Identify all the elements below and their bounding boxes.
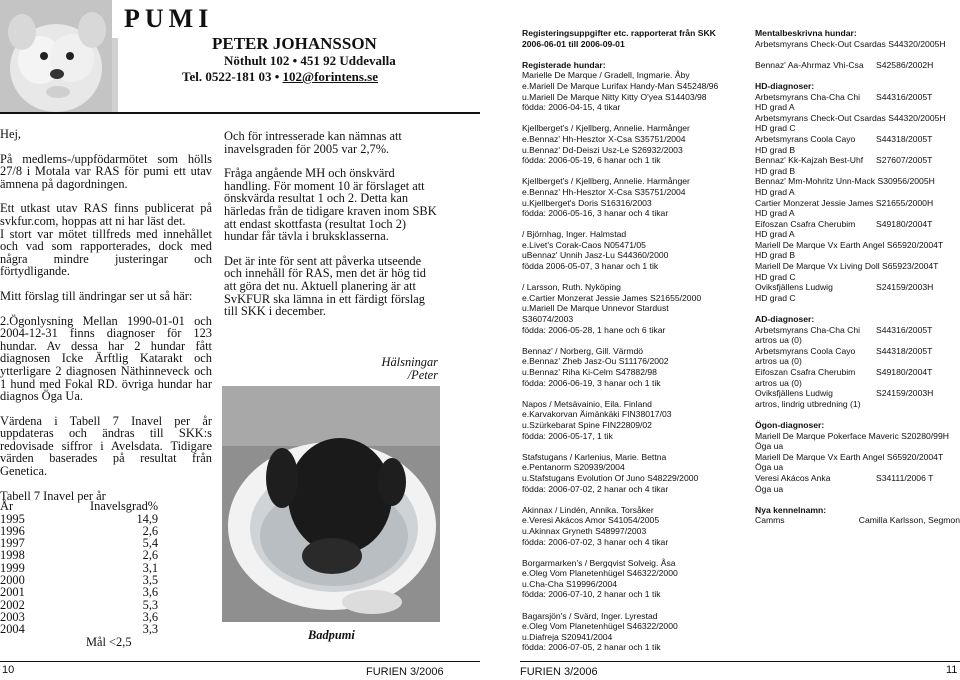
entry-row (755, 325, 960, 336)
entry-line: e.Livet's Corak-Caos N05471/05 (522, 239, 646, 250)
entry-line: HD grad A (755, 229, 795, 240)
table-cell-year: 1995 (0, 511, 25, 526)
entry-line: u.Diafreja S20941/2004 (522, 631, 613, 642)
signoff-name: /Peter (407, 368, 438, 382)
entry-line: e.Mariell De Marque Lurifax Handy-Man S45248/96 (522, 80, 719, 91)
paragraph-table-update: Värdena i Tabell 7 Inavel per år uppdateras och ändras till SKK:s redovisade siffror i Avelsdata. Tidigare värden baserades på resultat från Genetica. (0, 413, 212, 479)
entry-row (755, 473, 960, 484)
entry-line: HD grad A (755, 186, 795, 197)
entry-row (755, 92, 960, 103)
entry-line: Arbetsmyrans Check-Out Csardas S44320/2005H (755, 112, 946, 123)
footer-publication-left: FURIEN 3/2006 (366, 666, 444, 678)
entry-row (755, 388, 960, 399)
table-cell-year: 2004 (0, 622, 25, 637)
entry-line: Kjellberget's / Kjellberg, Annelie. Harmånger (522, 123, 690, 134)
entry-line: u.Szürkebarat Spine FIN22809/02 (522, 419, 652, 430)
entry-line: HD grad A (755, 102, 795, 113)
entry-line: Mariell De Marque Vx Earth Angel S65920/2004T (755, 239, 944, 250)
table-row (0, 586, 158, 598)
entry-row (755, 367, 960, 378)
entry-line: u.Stafstugans Evolution Of Juno S48229/2000 (522, 472, 699, 483)
entry-line: födda: 2006-05-17, 1 tik (522, 430, 613, 441)
page-number-right: 11 (946, 664, 958, 676)
spacer (755, 49, 960, 60)
page-number-left: 10 (2, 664, 15, 676)
entry-dog-name: Arbetsmyrans Coola Cayo (755, 345, 856, 356)
table-cell-value: 2,6 (142, 548, 159, 563)
paragraph-eye-testing: 2.Ögonlysning Mellan 1990-01-01 och 2004-12-31 finns diagnoser för 123 hundar. Av dessa har 2 hundar fått diagnosen Icke Ärftlig Katarakt och ytterligare 2 diagnosen Näthinneveck och 1 hund med Fokal RD. övriga hundar har diagnos Öga Ua. (0, 313, 212, 404)
table-row (0, 549, 158, 561)
entry-line: Mariell De Marque Vx Living Doll S65923/2004T (755, 261, 939, 272)
greeting-text: Hej, (0, 127, 21, 141)
table-cell-value: 3,3 (142, 622, 159, 637)
entry-line: e.Bennaz' Zheb Jasz-Ou S11176/2002 (522, 356, 669, 367)
dog-in-bathtub-photo (222, 386, 440, 622)
entry-line: e.Veresi Akácos Amor S41054/2005 (522, 515, 660, 526)
paragraph-proposal: Mitt förslag till ändringar ser ut så här: (0, 288, 193, 303)
section-heading: Registeringsuppgifter etc. rapporterat från SKK (522, 28, 716, 38)
entry-line: u.Bennaz' Dd-Deiszi Usz-Le S26932/2003 (522, 144, 683, 155)
entry-reg-number: S44316/2005T (876, 324, 933, 335)
entry-dog-name: Eifoszan Csafra Cherubim (755, 367, 856, 377)
entry-line: artros ua (0) (755, 335, 802, 346)
entry-line: u.Mariell De Marque Nitty Kitty O'yea S14403/98 (522, 91, 707, 102)
entry-dog-name: Bennaz' Kk-Kajzah Best-Uhf (755, 155, 864, 166)
table-cell-year: 2001 (0, 585, 25, 600)
table-cell-year: 2002 (0, 597, 25, 612)
entry-line: Napos / Metsävainio, Eila. Finland (522, 398, 652, 409)
paragraph-meeting: På medlems-/uppfödarmötet som hölls 27/8 i Motala var RAS för pumi ett utav ämnena på dagordningen. (0, 151, 212, 191)
entry-row (755, 219, 960, 230)
entry-dog-name: Bennaz' Aa-Ahrmaz Vhi-Csa (755, 59, 864, 70)
table-cell-value: 14,9 (136, 511, 159, 526)
entry-line: e.Bennaz' Hh-Hesztor X-Csa S35751/2004 (522, 186, 686, 197)
section-heading: AD-diagnoser: (755, 314, 815, 325)
table-cell-value: 2,6 (142, 523, 159, 538)
spacer (755, 303, 960, 314)
spacer (755, 494, 960, 505)
entry-line: e.Oleg Vom Planetenhügel S46322/2000 (522, 621, 678, 632)
entry-line: / Björnhag, Inger. Halmstad (522, 229, 627, 240)
table-cell-year: 1997 (0, 536, 25, 551)
entry-reg-number: S44318/2005T (876, 133, 933, 144)
spacer (755, 70, 960, 81)
phone-text: Tel. 0522-181 03 • (182, 69, 283, 84)
entry-line: e.Oleg Vom Planetenhügel S46322/2000 (522, 568, 678, 579)
header-divider (0, 112, 480, 114)
section-heading: Registerade hundar: (522, 59, 606, 70)
entry-line: HD grad C (755, 123, 796, 134)
paragraph-inbreeding-2005: Och för intresserade kan nämnas att inavelsgraden för 2005 var 2,7%. (224, 129, 402, 156)
table-cell-year: 1998 (0, 548, 25, 563)
table-header-year: År (0, 499, 14, 514)
entry-reg-number: S44316/2005T (876, 91, 933, 102)
entry-row (755, 515, 960, 526)
entry-line: e.Bennaz' Hh-Hesztor X-Csa S35751/2004 (522, 133, 686, 144)
entry-line: Mariell De Marque Pokerface Maveric S20280/99H (755, 430, 949, 441)
entry-line: Öga ua (755, 441, 784, 452)
entry-dog-name: Arbetsmyrans Cha-Cha Chi (755, 324, 861, 335)
address-line: Nöthult 102 • 451 92 Uddevalla (224, 53, 396, 68)
entry-reg-number: S44318/2005T (876, 345, 933, 356)
entry-line: artros ua (0) (755, 356, 802, 367)
entry-row (755, 346, 960, 357)
entry-row (755, 134, 960, 145)
entry-line: u.Kjellberget's Doris S16316/2003 (522, 197, 652, 208)
spacer (522, 166, 750, 177)
entry-line: Öga ua (755, 462, 784, 473)
entry-line: födda: 2006-04-15, 4 tikar (522, 102, 621, 113)
entry-line: Bagarsjön's / Svärd, Inger. Lyrestad (522, 610, 658, 621)
table-cell-value: 5,4 (142, 536, 159, 551)
table-cell-year: 1996 (0, 523, 25, 538)
entry-line: e.Pentanorm S20939/2004 (522, 462, 625, 473)
entry-line: u.Akinnax Gryneth S48997/2003 (522, 525, 647, 536)
entry-line: Borgarmarken's / Bergqvist Solveig. Åsa (522, 557, 676, 568)
section-heading: Nya kennelnamn: (755, 504, 827, 515)
entry-line: födda 2006-05-07, 3 hanar och 1 tik (522, 261, 659, 272)
paragraph-draft: Ett utkast utav RAS finns publicerat på svkfur.com, hoppas att ni har läst det. (0, 201, 212, 228)
entry-line: u.Bennaz' Riha Ki-Celm S47882/98 (522, 367, 657, 377)
middle-article-column (224, 130, 439, 330)
entry-line: födda: 2006-07-10, 2 hanar och 1 tik (522, 589, 661, 600)
entry-reg-number: S49180/2004T (876, 367, 933, 377)
entry-line: Akinnax / Lindén, Annika. Torsåker (522, 504, 654, 515)
entry-reg-number: S27607/2005T (876, 155, 933, 166)
entry-line: födda: 2006-05-19, 6 hanar och 1 tik (522, 155, 661, 166)
left-article-column (0, 128, 212, 648)
entry-line: HD grad B (755, 250, 796, 261)
entry-reg-number: S49180/2004T (876, 218, 933, 229)
entry-line: Mariell De Marque Vx Earth Angel S65920/2004T (755, 451, 944, 462)
entry-line: Stafstugans / Karlenius, Marie. Bettna (522, 451, 667, 462)
footer-divider-right (520, 661, 960, 662)
paragraph-deadline: Det är inte för sent att påverka utseende och innehåll för RAS, men det är hög tid att göra det nu. Aktuell planering är att SvKFUR ska lämna in ett färdigt förslag till SKK i december. (224, 253, 426, 319)
entry-dog-name: Arbetsmyrans Coola Cayo (755, 133, 856, 144)
section-heading: Mentalbeskrivna hundar: (755, 28, 857, 38)
entry-reg-number: S34111/2006 T (876, 472, 934, 483)
author-name: PETER JOHANSSON (212, 34, 377, 53)
entry-line: födda: 2006-05-28, 1 hane och 6 tikar (522, 324, 666, 335)
entry-row (755, 282, 960, 293)
table-cell-year: 2003 (0, 609, 25, 624)
entry-line: födda: 2006-07-05, 2 hanar och 1 tik (522, 642, 661, 653)
entry-line: HD grad B (755, 144, 796, 155)
signoff (380, 356, 438, 382)
section-heading: HD-diagnoser: (755, 80, 815, 91)
entry-line: födda: 2006-07-02, 3 hanar och 4 tikar (522, 536, 669, 547)
contact-line (182, 69, 378, 85)
entry-line: HD grad A (755, 208, 795, 219)
entry-row (755, 60, 960, 71)
paragraph-adjustments: I stort var mötet tillfreds med innehållet och vad som rapporterades, dock med några mindre justeringar och förtydligande. (0, 226, 212, 279)
entry-line: e.Cartier Monzerat Jessie James S21655/2000 (522, 292, 702, 303)
spacer (522, 49, 750, 60)
table-cell-year: 2000 (0, 573, 25, 588)
entry-line: Bennaz' / Norberg, Gill. Värmdö (522, 345, 644, 356)
entry-line: födda: 2006-07-02, 2 hanar och 4 tikar (522, 483, 669, 494)
table-cell-value: 3,6 (142, 585, 159, 600)
entry-row (755, 155, 960, 166)
spacer (522, 335, 750, 346)
table-cell-value: 5,3 (142, 597, 159, 612)
section-heading: 2006-06-01 till 2006-09-01 (522, 38, 625, 49)
entry-dog-name: Camms (755, 515, 785, 526)
header-accent-bar (112, 38, 118, 112)
entry-line: HD grad B (755, 165, 796, 176)
entry-line: S36074/2003 (522, 314, 574, 325)
entry-reg-number: S24159/2003H (876, 388, 934, 399)
entry-line: Kjellberget's / Kjellberg, Annelie. Harmånger (522, 176, 690, 187)
entry-line: födda: 2006-06-19, 3 hanar och 1 tik (522, 377, 661, 388)
table-cell-value: 3,5 (142, 573, 159, 588)
entry-dog-name: Eifoszan Csafra Cherubim (755, 218, 856, 229)
entry-reg-number: S42586/2002H (876, 59, 934, 70)
inbreeding-table (0, 500, 158, 635)
entry-line: Bennaz' Mm-Mohritz Unn-Mack S30956/2005H (755, 176, 935, 187)
spacer (522, 441, 750, 452)
table-goal-note: Mål <2,5 (86, 634, 132, 649)
entry-line: / Larsson, Ruth. Nyköping (522, 282, 621, 293)
entry-line: artros ua (0) (755, 377, 802, 388)
footer-publication-right: FURIEN 3/2006 (520, 666, 598, 678)
table-cell-value: 3,6 (142, 609, 159, 624)
entry-line: Öga ua (755, 483, 784, 494)
entry-reg-number: S24159/2003H (876, 282, 934, 293)
entry-line: Arbetsmyrans Check-Out Csardas S44320/2005H (755, 38, 946, 49)
email-link[interactable]: 102@forintens.se (282, 69, 379, 84)
pumi-portrait-photo (0, 0, 112, 112)
table-row (0, 623, 158, 635)
spacer (522, 272, 750, 283)
photo-caption: Badpumi (308, 628, 355, 642)
health-results-column (755, 28, 960, 526)
entry-line: e.Karvakorvan Äimänkäki FIN38017/03 (522, 409, 672, 420)
footer-divider-left (0, 661, 480, 662)
spacer (522, 219, 750, 230)
entry-line: artros, lindrig utbredning (1) (755, 398, 861, 409)
entry-dog-name: Veresi Akácos Anka (755, 472, 831, 483)
entry-line: uBennaz' Unnih Jasz-Lu S44360/2000 (522, 250, 669, 261)
entry-line: HD grad C (755, 271, 796, 282)
table-title: Tabell 7 Inavel per år (0, 488, 106, 503)
entry-dog-name: Oviksfjällens Ludwig (755, 388, 833, 399)
entry-dog-name: Arbetsmyrans Cha-Cha Chi (755, 91, 861, 102)
spacer (522, 494, 750, 505)
table-header-value: Inavelsgrad% (90, 499, 159, 514)
entry-line: u.Mariell De Marque Unnevor Stardust (522, 303, 669, 314)
table-cell-year: 1999 (0, 560, 25, 575)
entry-line: Marielle De Marque / Gradell, Ingmarie. Åby (522, 70, 690, 81)
entry-line: födda: 2006-05-16, 3 hanar och 4 tikar (522, 208, 669, 219)
signoff-greeting: Hälsningar (381, 355, 438, 369)
spacer (522, 388, 750, 399)
spacer (522, 113, 750, 124)
paragraph-mh: Fråga angående MH och önskvärd handling. För moment 10 är förslaget att önskvärda resultat 1 och 2. Detta kan härledas från de tidigare kraven inom SBK att endast skottfasta (resultat 1och 2) hundar får tävla i bruksklasserna. (224, 166, 437, 244)
spacer (522, 600, 750, 611)
spacer (755, 409, 960, 420)
entry-line: HD grad C (755, 292, 796, 303)
table-row (0, 513, 158, 525)
entry-line: u.Cha-Cha S19996/2004 (522, 578, 618, 589)
registration-column (522, 28, 750, 653)
page-title: PUMI (124, 4, 214, 33)
entry-line: Cartier Monzerat Jessie James S21655/2000H (755, 197, 934, 208)
section-heading: Ögon-diagnoser: (755, 419, 825, 430)
spacer (522, 547, 750, 558)
entry-dog-name: Oviksfjällens Ludwig (755, 282, 833, 293)
entry-reg-number: Camilla Karlsson, Segmon (858, 515, 960, 526)
table-cell-value: 3,1 (142, 560, 159, 575)
